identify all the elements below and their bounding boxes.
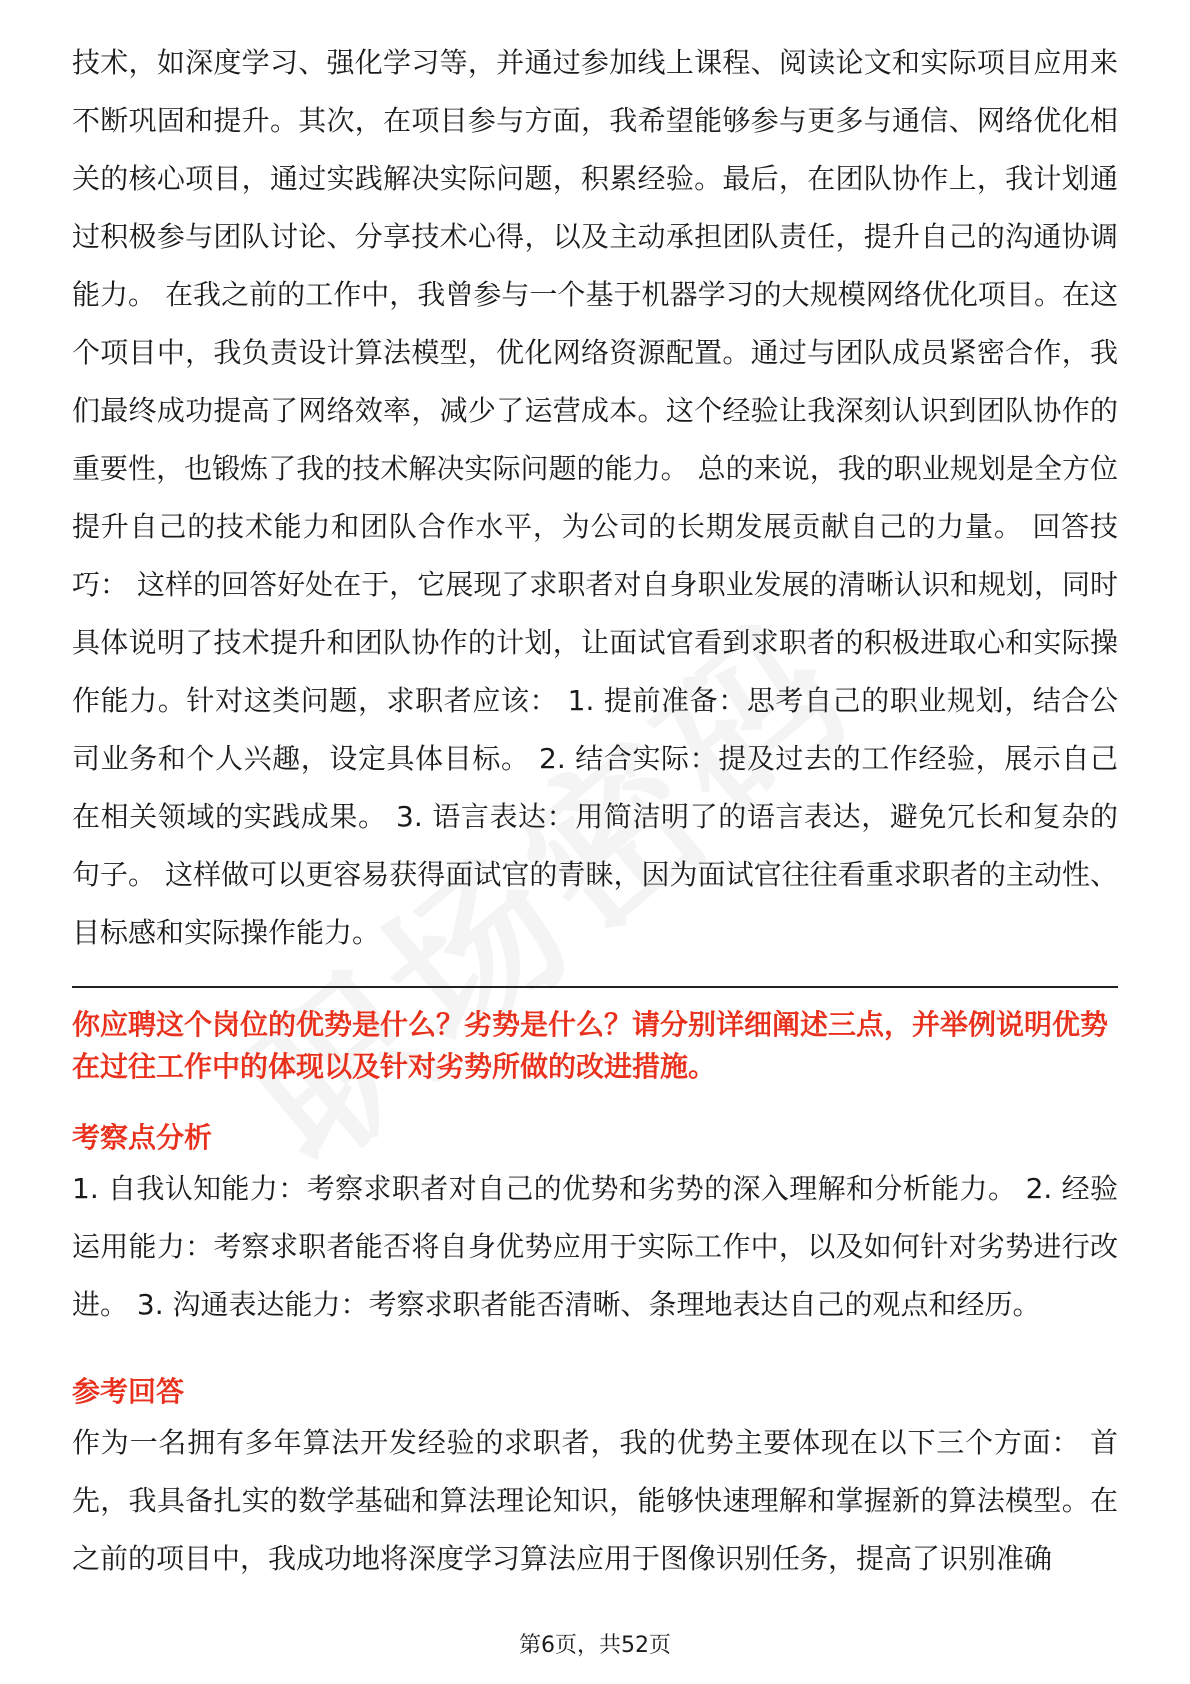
section-divider	[72, 986, 1118, 988]
page-footer: 第6页，共52页	[519, 1633, 671, 1658]
intro-paragraph: 技术，如深度学习、强化学习等，并通过参加线上课程、阅读论文和实际项目应用来不断巩固和提升。其次，在项目参与方面，我希望能够参与更多与通信、网络优化相关的核心项目，通过实践解决实际问题，积累经验。最后，在团队协作上，我计划通过积极参与团队讨论、分享技术心得，以及主动承担团队责任，提升自己的沟通协调能力。 在我之前的工作中，我曾参与一个基于机器学习的大规模网络优化项目。在这个项目中，我负责设计算法模型，优化网络资源配置。通过与团队成员紧密合作，我们最终成功提高了网络效率，减少了运营成本。这个经验让我深刻认识到团队协作的重要性，也锻炼了我的技术解决实际问题的能力。 总的来说，我的职业规划是全方位提升自己的技术能力和团队合作水平，为公司的长期发展贡献自己的力量。 回答技巧： 这样的回答好处在于，它展现了求职者对自身职业发展的清晰认识和规划，同时具体说明了技术提升和团队协作的计划，让面试官看到求职者的积极进取心和实际操作能力。针对这类问题，求职者应该： 1. 提前准备：思考自己的职业规划，结合公司业务和个人兴趣，设定具体目标。 2. 结合实际：提及过去的工作经验，展示自己在相关领域的实践成果。 3. 语言表达：用简洁明了的语言表达，避免冗长和复杂的句子。 这样做可以更容易获得面试官的青睐，因为面试官往往看重求职者的主动性、目标感和实际操作能力。	[72, 46, 1118, 949]
analysis-title: 考察点分析	[72, 1121, 213, 1154]
reference-title: 参考回答	[72, 1375, 185, 1408]
analysis-paragraph: 1. 自我认知能力：考察求职者对自己的优势和劣势的深入理解和分析能力。 2. 经验运用能力：考察求职者能否将自身优势应用于实际工作中，以及如何针对劣势进行改进。 3. 沟通表达能力：考察求职者能否清晰、条理地表达自己的观点和经历。	[72, 1172, 1118, 1321]
question-heading: 你应聘这个岗位的优势是什么？劣势是什么？请分别详细阐述三点，并举例说明优势在过往工作中的体现以及针对劣势所做的改进措施。	[72, 1008, 1109, 1083]
document-page	[72, 34, 1118, 1588]
reference-paragraph: 作为一名拥有多年算法开发经验的求职者，我的优势主要体现在以下三个方面： 首先，我具备扎实的数学基础和算法理论知识，能够快速理解和掌握新的算法模型。在之前的项目中，我成功地将深度学习算法应用于图像识别任务，提高了识别准确	[72, 1426, 1118, 1575]
